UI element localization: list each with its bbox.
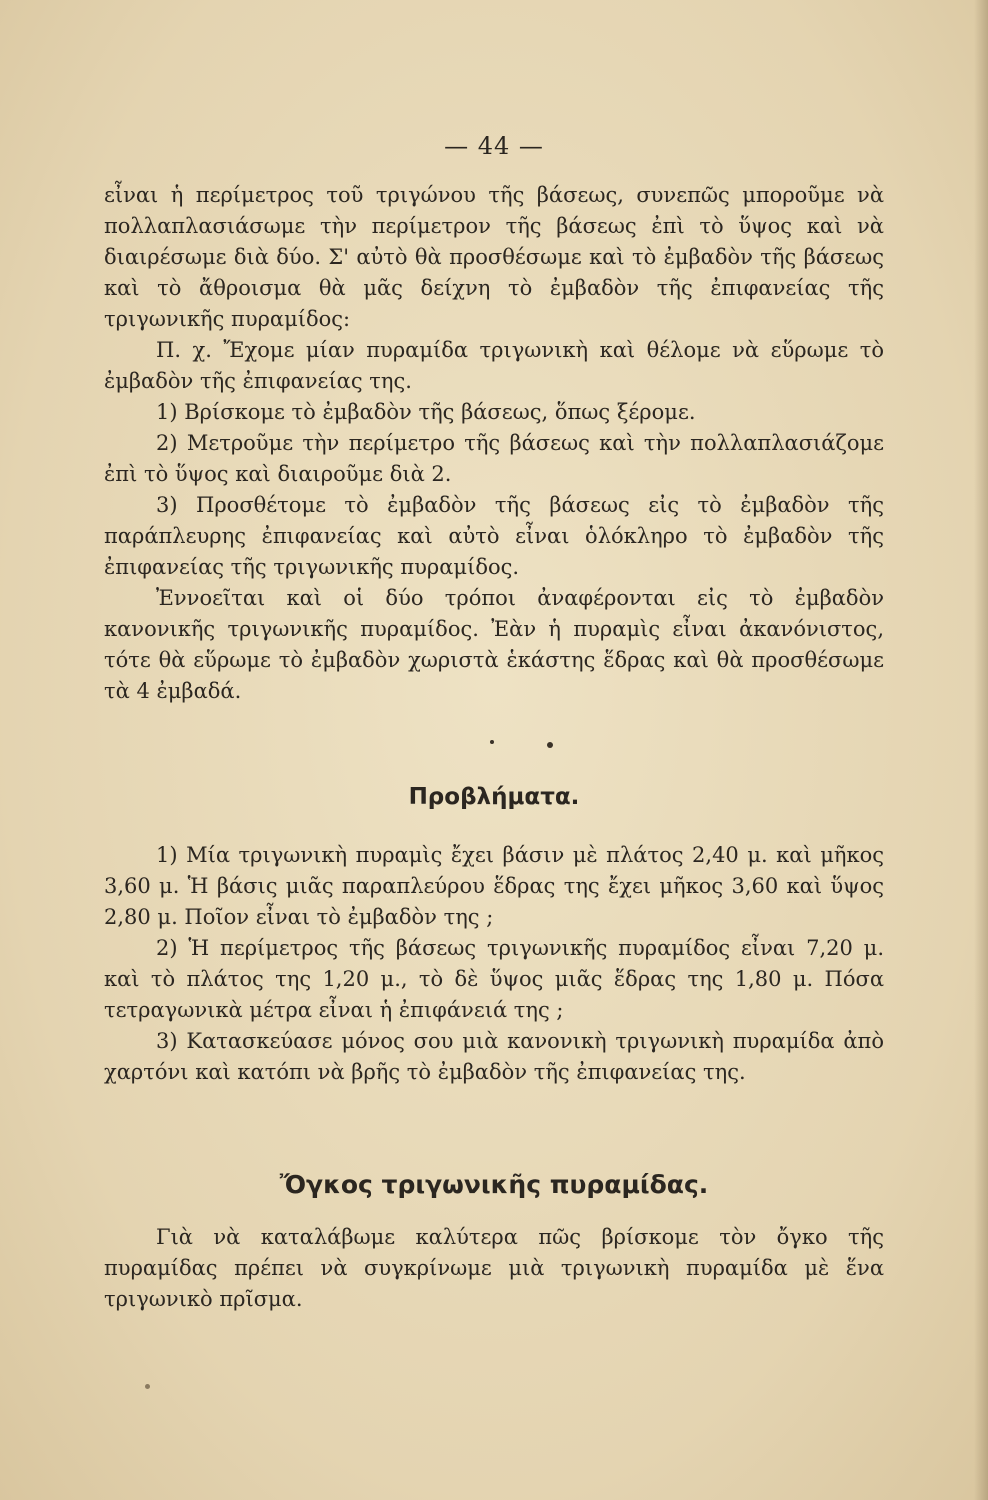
step-2: 2) Μετροῦμε τὴν περίμετρο τῆς βάσεως καὶ τὴν πολλαπλασιάζομε ἐπὶ τὸ ὕψος καὶ διαιροῦμε διὰ 2. [104, 431, 884, 486]
step-1: 1) Βρίσκομε τὸ ἐμβαδὸν τῆς βάσεως, ὅπως ξέρομε. [156, 400, 696, 424]
problem-3: 3) Κατασκεύασε μόνος σου μιὰ κανονικὴ τριγωνικὴ πυραμίδα ἀπὸ χαρτόνι καὶ κατόπι νὰ βρῆς τὸ ἐμβαδὸν τῆς ἐπιφανείας της. [104, 1029, 884, 1084]
volume-paragraph: Γιὰ νὰ καταλάβωμε καλύτερα πῶς βρίσκομε τὸν ὄγκο τῆς πυραμίδας πρέπει νὰ συγκρίνωμε μιὰ τριγωνικὴ πυραμίδα μὲ ἕνα τριγωνικὸ πρῖσμα. [104, 1225, 884, 1311]
page-edge-shadow [974, 0, 988, 1500]
paragraph-note: Ἐννοεῖται καὶ οἱ δύο τρόποι ἀναφέρονται εἰς τὸ ἐμβαδὸν κανονικῆς τριγωνικῆς πυραμίδος. Ἐὰν ἡ πυραμὶς εἶναι ἀκανόνιστος, τότε θὰ εὕρωμε τὸ ἐμβαδὸν χωριστὰ ἑκάστης ἕδρας καὶ θὰ προσθέσωμε τὰ 4 ἐμβαδά. [104, 586, 884, 703]
problem-1: 1) Μία τριγωνικὴ πυραμὶς ἔχει βάσιν μὲ πλάτος 2,40 μ. καὶ μῆκος 3,60 μ. Ἡ βάσις μιᾶς παραπλεύρου ἕδρας της ἔχει μῆκος 3,60 καὶ ὕψος 2,80 μ. Ποῖον εἶναι τὸ ἐμβαδὸν της ; [104, 843, 884, 929]
problems-section [104, 840, 884, 1088]
ink-speck [145, 1384, 150, 1389]
ink-speck [547, 742, 553, 748]
step-3: 3) Προσθέτομε τὸ ἐμβαδὸν τῆς βάσεως εἰς τὸ ἐμβαδὸν τῆς παράπλευρης ἐπιφανείας καὶ αὐτὸ εἶναι ὁλόκληρο τὸ ἐμβαδὸν τῆς ἐπιφανείας τῆς τριγωνικῆς πυραμίδος. [104, 493, 884, 579]
volume-section [104, 1222, 884, 1315]
problems-heading: Προβλήματα. [408, 784, 580, 810]
volume-heading: Ὄγκος τριγωνικῆς πυραμίδας. [279, 1170, 709, 1199]
ink-speck [490, 740, 494, 744]
paragraph-example: Π. χ. Ἔχομε μίαν πυραμίδα τριγωνικὴ καὶ θέλομε νὰ εὕρωμε τὸ ἐμβαδὸν τῆς ἐπιφανείας της. [104, 338, 884, 393]
intro-section [104, 180, 884, 707]
paragraph-perimeter: εἶναι ἡ περίμετρος τοῦ τριγώνου τῆς βάσεως, συνεπῶς μποροῦμε νὰ πολλαπλασιάσωμε τὴν περίμετρον τῆς βάσεως ἐπὶ τὸ ὕψος καὶ νὰ διαιρέσωμε διὰ δύο. Σ' αὐτὸ θὰ προσθέσωμε καὶ τὸ ἐμβαδὸν τῆς βάσεως καὶ τὸ ἄθροισμα θὰ μᾶς δείχνη τὸ ἐμβαδὸν τῆς ἐπιφανείας τῆς τριγωνικῆς πυραμίδος: [104, 183, 884, 331]
page-number: — 44 — [444, 132, 544, 160]
problem-2: 2) Ἡ περίμετρος τῆς βάσεως τριγωνικῆς πυραμίδος εἶναι 7,20 μ. καὶ τὸ πλάτος της 1,20 μ., τὸ δὲ ὕψος μιᾶς ἕδρας της 1,80 μ. Πόσα τετραγωνικὰ μέτρα εἶναι ἡ ἐπιφάνειά της ; [104, 936, 884, 1022]
